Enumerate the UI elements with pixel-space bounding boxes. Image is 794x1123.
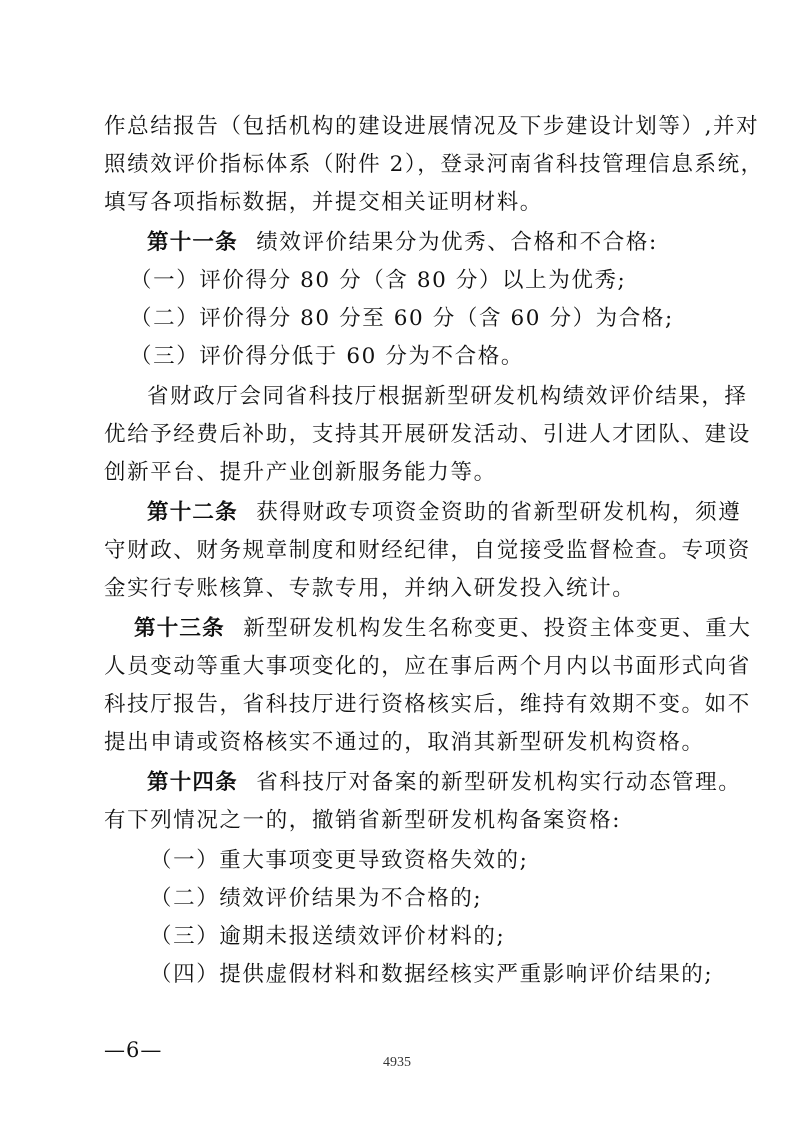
article-title: 第十三条	[134, 616, 225, 641]
article-text: 省科技厅对备案的新型研发机构实行动态管理。	[256, 770, 742, 795]
paragraph-line: 照绩效评价指标体系（附件 2），登录河南省科技管理信息系统，	[104, 152, 764, 177]
list-item: （三）逾期未报送绩效评价材料的;	[150, 924, 506, 949]
list-item: （三）评价得分低于 60 分为不合格。	[130, 344, 524, 369]
article-title: 第十二条	[147, 500, 238, 525]
list-item: （一）重大事项变更导致资格失效的;	[150, 848, 529, 873]
article-11	[147, 228, 658, 258]
paragraph-line: 科技厅报告，省科技厅进行资格核实后，维持有效期不变。如不	[104, 692, 751, 717]
paragraph-line: 提出申请或资格核实不通过的，取消其新型研发机构资格。	[104, 730, 705, 755]
list-item: （二）评价得分 80 分至 60 分（含 60 分）为合格;	[130, 306, 674, 331]
page-number: —6—	[104, 1038, 163, 1062]
paragraph-line: 优给予经费后补助，支持其开展研发活动、引进人才团队、建设	[104, 422, 751, 447]
article-text: 绩效评价结果分为优秀、合格和不合格:	[256, 230, 658, 255]
article-text: 获得财政专项资金资助的省新型研发机构，须遵	[256, 500, 742, 525]
paragraph-line: 人员变动等重大事项变化的，应在事后两个月内以书面形式向省	[104, 654, 751, 679]
paragraph-line: 作总结报告（包括机构的建设进展情况及下步建设计划等）,并对	[104, 114, 760, 139]
paragraph-line: 填写各项指标数据，并提交相关证明材料。	[104, 190, 543, 215]
article-text: 新型研发机构发生名称变更、投资主体变更、重大	[243, 616, 752, 641]
article-12	[147, 498, 741, 528]
article-13	[134, 614, 751, 644]
page-code: 4935	[383, 1055, 411, 1070]
article-title: 第十四条	[147, 770, 238, 795]
article-title: 第十一条	[147, 230, 238, 255]
list-item: （二）绩效评价结果为不合格的;	[150, 886, 483, 911]
paragraph-line: 金实行专账核算、专款专用，并纳入研发投入统计。	[104, 576, 636, 601]
list-item: （一）评价得分 80 分（含 80 分）以上为优秀;	[130, 268, 627, 293]
paragraph-line: 省财政厅会同省科技厅根据新型研发机构绩效评价结果，择	[147, 384, 748, 409]
article-14	[147, 768, 741, 798]
list-item: （四）提供虚假材料和数据经核实严重影响评价结果的;	[150, 962, 714, 987]
paragraph-line: 守财政、财务规章制度和财经纪律，自觉接受监督检查。专项资	[104, 538, 751, 563]
paragraph-line: 创新平台、提升产业创新服务能力等。	[104, 460, 497, 485]
paragraph-line: 有下列情况之一的，撤销省新型研发机构备案资格:	[104, 808, 622, 833]
